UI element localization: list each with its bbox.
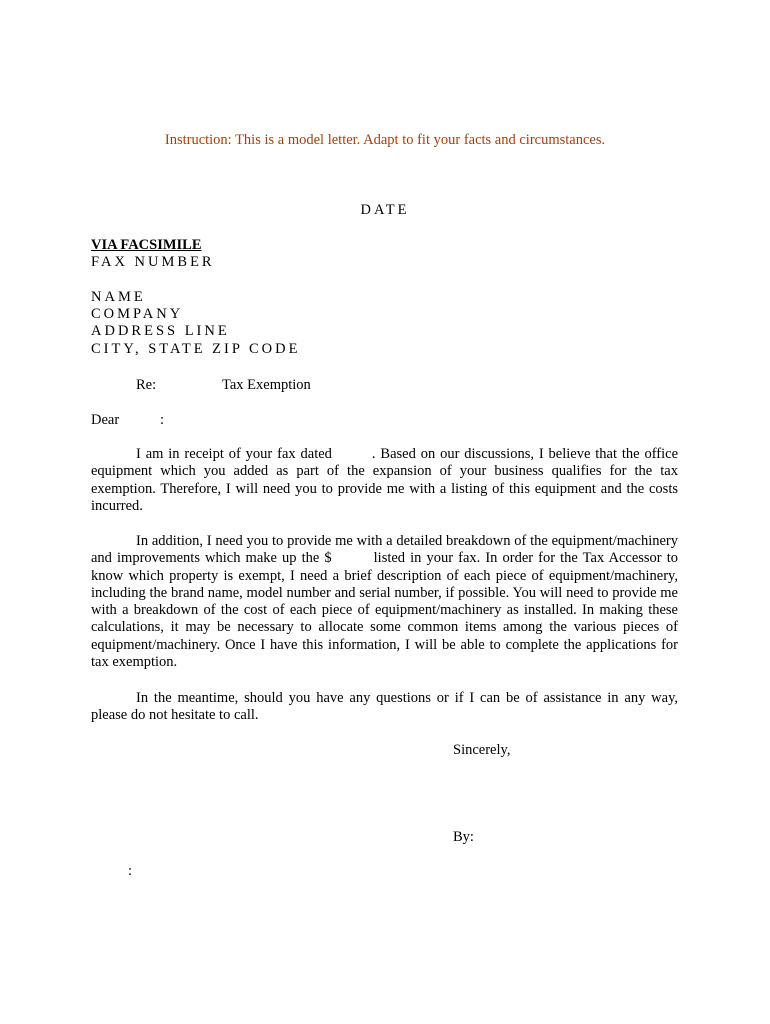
fax-number-placeholder: FAX NUMBER [91,254,215,270]
recipient-name: NAME [91,289,146,305]
paragraph-2-start: In addition, I need you to provide me with a detailed breakdown of the equipment/machinery and improvements which make up the $ [91,533,678,567]
paragraph-1-rest: . Based on our discussions, I believe that the office equipment which you added as part of the expansion of your business qualifies for the tax exemption. Therefore, I will need you to provide me with a listing of this equipment and the costs incurred. [91,446,679,514]
instruction-note: Instruction: This is a model letter. Adapt to fit your facts and circumstances. [164,132,606,148]
salutation-dear: Dear [91,412,120,428]
re-subject: Tax Exemption [222,377,311,393]
body-paragraph-3: In the meantime, should you have any questions or if I can be of assistance in any way, please do not hesitate to call. [91,690,678,724]
date-placeholder: DATE [360,202,410,218]
body-paragraph-1 [91,446,678,515]
closing-sincerely: Sincerely, [453,742,511,758]
signature-by-line: By: [453,829,474,845]
salutation-colon: : [160,412,165,428]
recipient-company: COMPANY [91,306,184,322]
paragraph-1-start: I am in receipt of your fax dated [136,446,332,462]
recipient-city-state-zip: CITY, STATE ZIP CODE [91,341,301,357]
body-paragraph-2 [91,533,678,671]
via-facsimile-heading: VIA FACSIMILE [91,237,202,253]
enclosure-colon: : [128,863,133,879]
paragraph-2-rest: listed in your fax. In order for the Tax Accessor to know which property is exempt, I need a brief description of each piece of equipment/machinery, including the brand name, model number and serial number, if possible. You will need to provide me with a breakdown of the cost of each piece of equipment/machinery as installed. In making these calculations, it may be necessary to allocate some common items among the various pieces of equipment/machinery. Once I have this information, I will be able to complete the applications for tax exemption. [91,550,678,671]
re-label: Re: [136,377,157,393]
recipient-address-line: ADDRESS LINE [91,323,230,339]
